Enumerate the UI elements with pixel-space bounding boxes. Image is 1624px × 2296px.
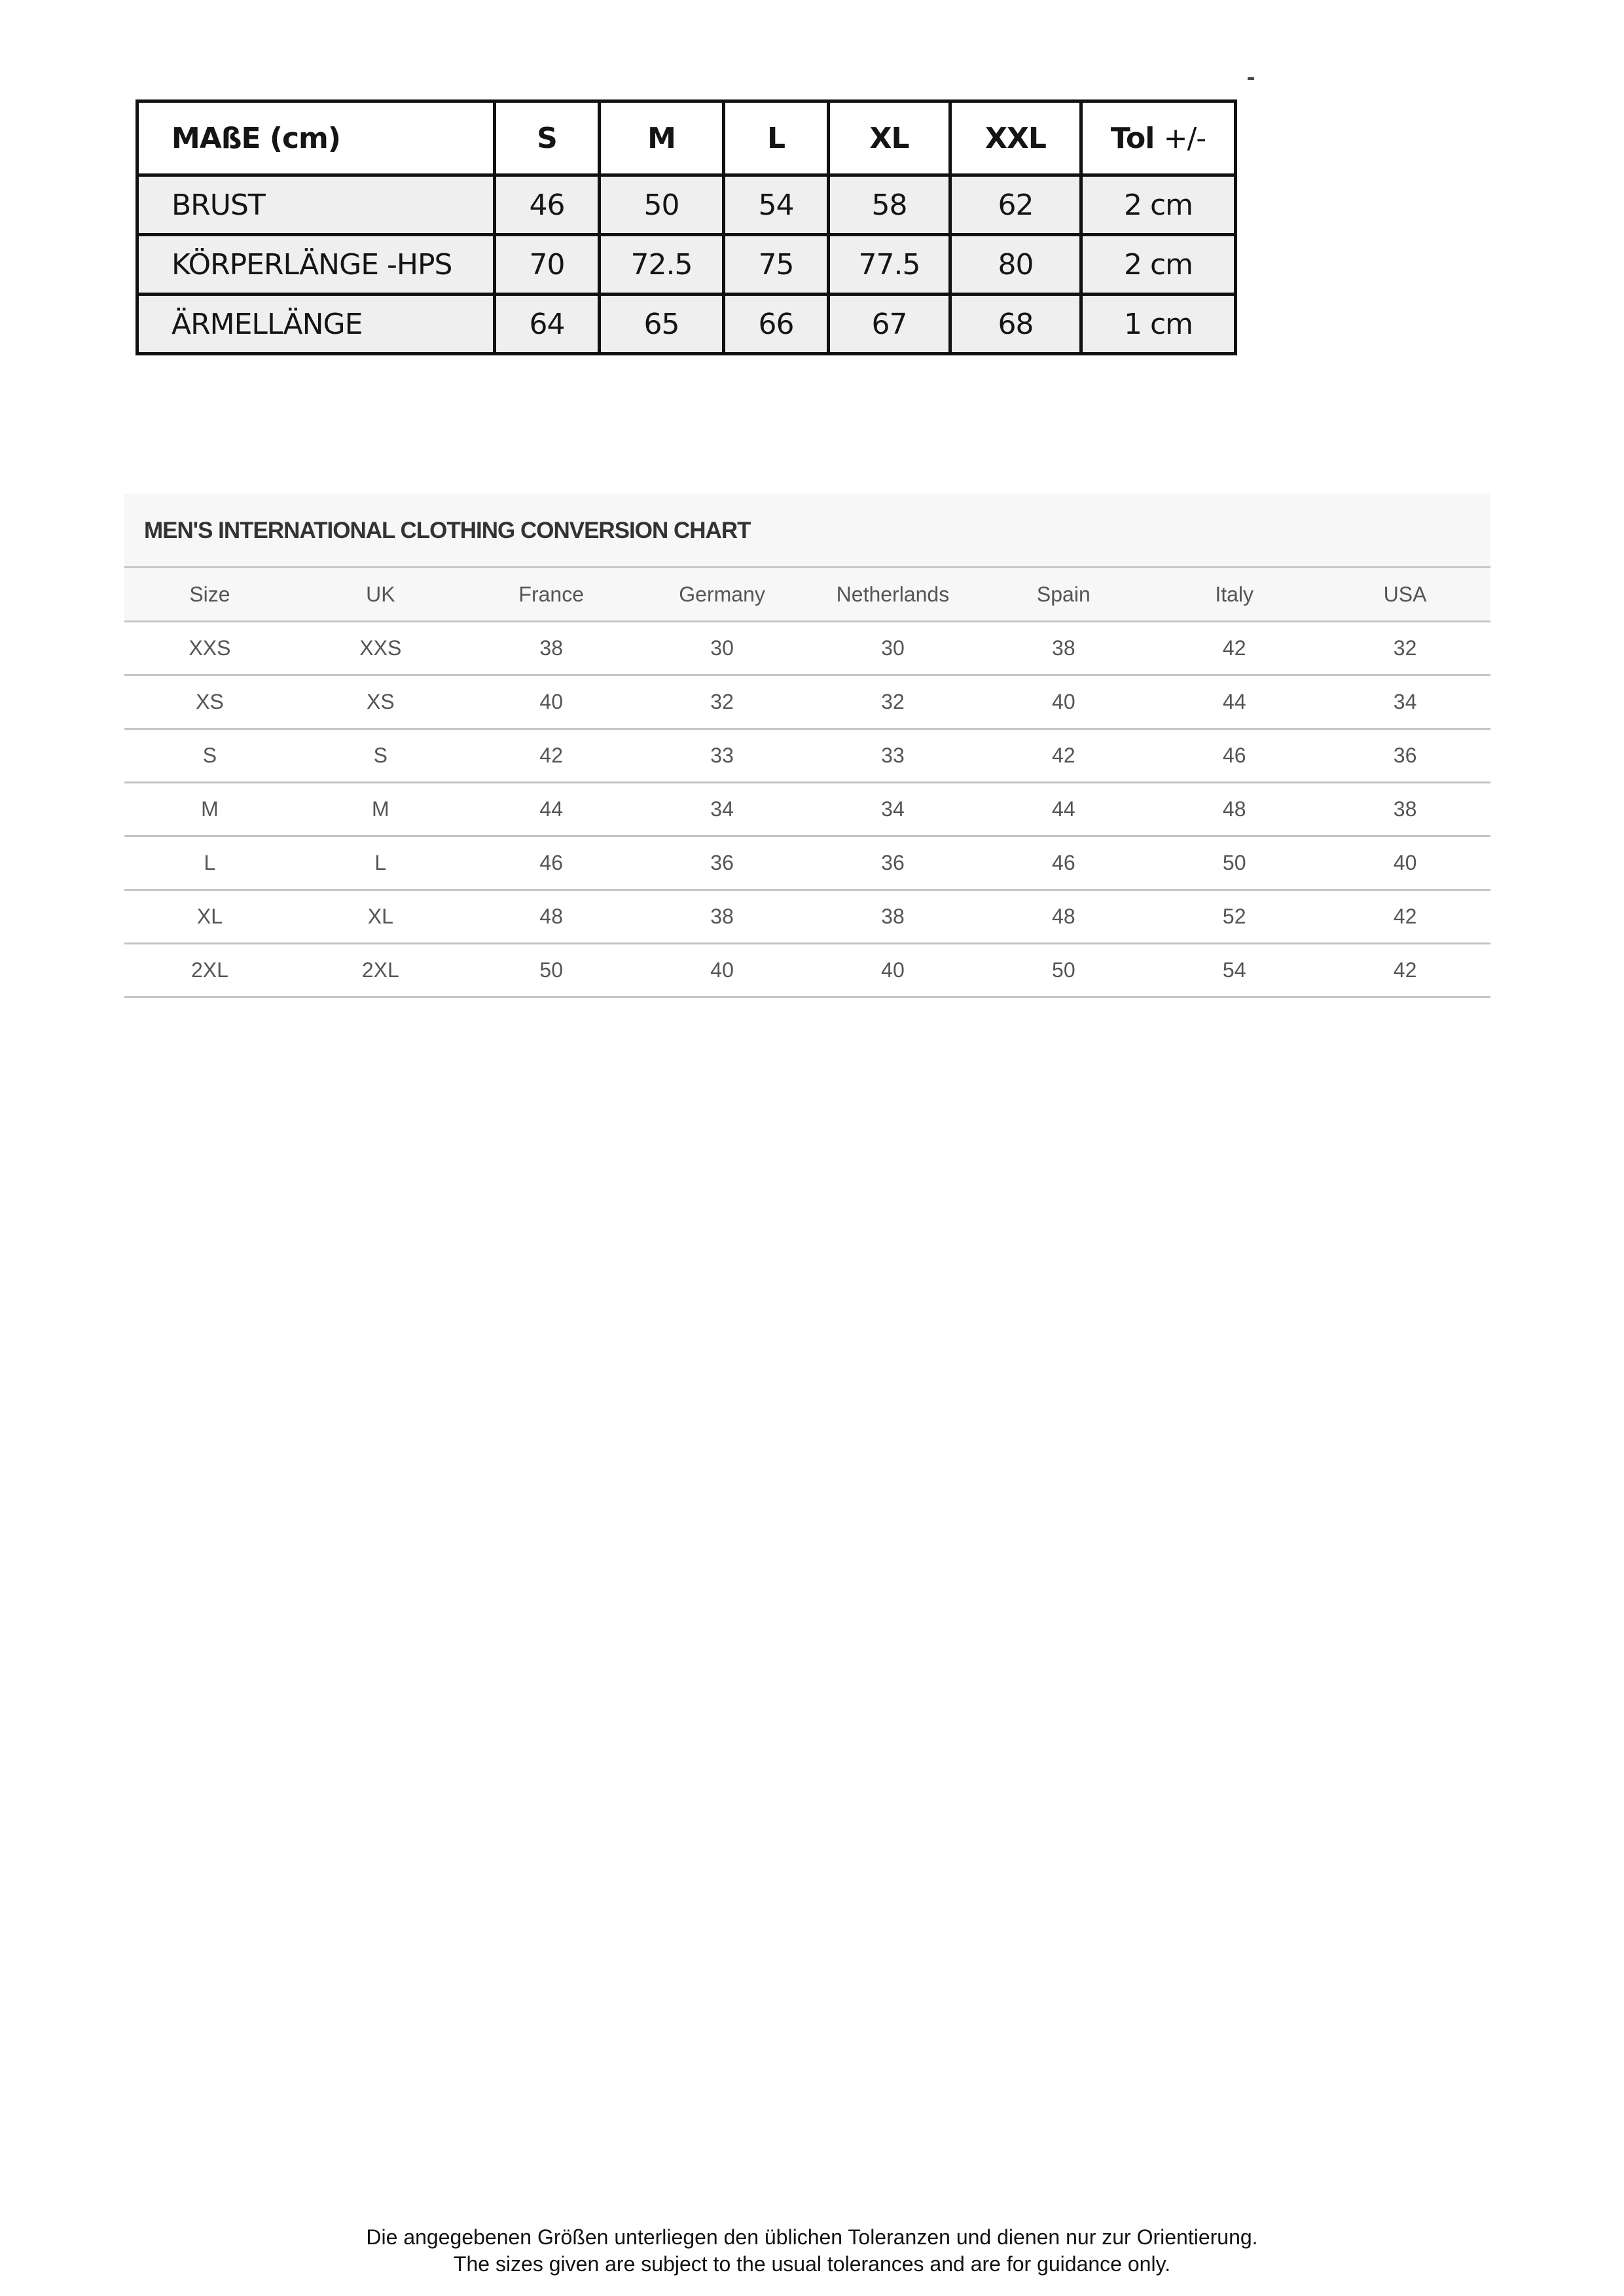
column-header-italy: Italy: [1149, 568, 1320, 622]
table-cell: 42: [1320, 890, 1490, 944]
measurement-cell: 77.5: [829, 235, 950, 295]
table-cell: 54: [1149, 944, 1320, 997]
table-cell: 36: [808, 836, 979, 890]
table-cell: 33: [637, 729, 808, 783]
table-cell: 42: [1320, 944, 1490, 997]
tolerance-header: [1081, 101, 1236, 175]
table-cell: 38: [1320, 783, 1490, 836]
table-row: [124, 890, 1490, 944]
table-cell: 38: [466, 622, 637, 675]
measurement-cell: 70: [495, 235, 600, 295]
table-cell: 52: [1149, 890, 1320, 944]
table-cell: 40: [637, 944, 808, 997]
table-row: [124, 675, 1490, 729]
table-cell: XS: [295, 675, 466, 729]
footer-line-en: The sizes given are subject to the usual tolerances and are for guidance only.: [453, 2252, 1171, 2276]
conversion-header-row: [124, 568, 1490, 622]
conversion-chart-title: MEN'S INTERNATIONAL CLOTHING CONVERSION CHART: [124, 493, 1490, 568]
size-header-l: L: [724, 101, 829, 175]
measurement-cell: 72.5: [600, 235, 724, 295]
measurement-cell: 65: [600, 295, 724, 354]
tolerance-header-unit: +/-: [1163, 121, 1206, 155]
table-cell: XS: [124, 675, 295, 729]
column-header-spain: Spain: [978, 568, 1149, 622]
measurement-cell: 67: [829, 295, 950, 354]
row-label: ÄRMELLÄNGE: [137, 295, 495, 354]
footer-line-de: Die angegebenen Größen unterliegen den üblichen Toleranzen und dienen nur zur Orientierung.: [366, 2225, 1258, 2249]
table-cell: L: [124, 836, 295, 890]
table-cell: 33: [808, 729, 979, 783]
row-label: KÖRPERLÄNGE -HPS: [137, 235, 495, 295]
table-cell: 48: [978, 890, 1149, 944]
tolerance-cell: 2 cm: [1081, 235, 1236, 295]
table-cell: 46: [978, 836, 1149, 890]
table-cell: XL: [295, 890, 466, 944]
size-header-m: M: [600, 101, 724, 175]
table-cell: 42: [466, 729, 637, 783]
table-cell: M: [124, 783, 295, 836]
table-cell: 44: [466, 783, 637, 836]
table-row: [124, 944, 1490, 997]
table-cell: 42: [1149, 622, 1320, 675]
table-cell: 30: [808, 622, 979, 675]
column-header-germany: Germany: [637, 568, 808, 622]
conversion-table: [124, 568, 1490, 998]
table-row: [124, 622, 1490, 675]
table-cell: 34: [808, 783, 979, 836]
table-cell: 46: [1149, 729, 1320, 783]
column-header-usa: USA: [1320, 568, 1490, 622]
measurement-row-brust: [137, 175, 1236, 235]
table-cell: 32: [808, 675, 979, 729]
measurement-row-aermellaenge: [137, 295, 1236, 354]
measurement-cell: 75: [724, 235, 829, 295]
table-cell: 40: [466, 675, 637, 729]
tolerance-cell: 1 cm: [1081, 295, 1236, 354]
column-header-uk: UK: [295, 568, 466, 622]
measurement-cell: 50: [600, 175, 724, 235]
table-cell: 2XL: [124, 944, 295, 997]
tolerance-header-label: Tol: [1110, 121, 1155, 155]
measurement-cell: 64: [495, 295, 600, 354]
table-cell: 36: [1320, 729, 1490, 783]
corner-mark: [1248, 77, 1254, 80]
column-header-netherlands: Netherlands: [808, 568, 979, 622]
measurement-cell: 58: [829, 175, 950, 235]
table-cell: S: [124, 729, 295, 783]
table-cell: 48: [466, 890, 637, 944]
table-cell: 42: [978, 729, 1149, 783]
measurement-header-label: MAßE (cm): [137, 101, 495, 175]
measurement-cell: 54: [724, 175, 829, 235]
table-cell: 32: [1320, 622, 1490, 675]
size-header-xxl: XXL: [950, 101, 1081, 175]
table-cell: 50: [1149, 836, 1320, 890]
table-cell: 40: [978, 675, 1149, 729]
table-cell: 38: [808, 890, 979, 944]
conversion-chart: [124, 493, 1490, 998]
table-row: [124, 836, 1490, 890]
size-header-s: S: [495, 101, 600, 175]
measurement-cell: 80: [950, 235, 1081, 295]
table-cell: 50: [466, 944, 637, 997]
table-cell: 38: [978, 622, 1149, 675]
measurement-cell: 68: [950, 295, 1081, 354]
table-cell: 34: [1320, 675, 1490, 729]
table-cell: 30: [637, 622, 808, 675]
table-cell: 34: [637, 783, 808, 836]
table-cell: 40: [808, 944, 979, 997]
table-cell: 46: [466, 836, 637, 890]
table-cell: 2XL: [295, 944, 466, 997]
size-header-xl: XL: [829, 101, 950, 175]
table-cell: 38: [637, 890, 808, 944]
measurement-header-row: [137, 101, 1236, 175]
footer-note: [0, 2224, 1624, 2278]
measurement-table: [135, 99, 1237, 355]
table-cell: 44: [978, 783, 1149, 836]
measurement-row-koerperlaenge: [137, 235, 1236, 295]
table-row: [124, 783, 1490, 836]
table-cell: XXS: [124, 622, 295, 675]
row-label: BRUST: [137, 175, 495, 235]
table-cell: S: [295, 729, 466, 783]
table-row: [124, 729, 1490, 783]
table-cell: 50: [978, 944, 1149, 997]
tolerance-cell: 2 cm: [1081, 175, 1236, 235]
measurement-cell: 62: [950, 175, 1081, 235]
table-cell: M: [295, 783, 466, 836]
table-cell: 32: [637, 675, 808, 729]
column-header-france: France: [466, 568, 637, 622]
measurement-cell: 46: [495, 175, 600, 235]
table-cell: 36: [637, 836, 808, 890]
table-cell: XXS: [295, 622, 466, 675]
column-header-size: Size: [124, 568, 295, 622]
table-cell: L: [295, 836, 466, 890]
table-cell: XL: [124, 890, 295, 944]
table-cell: 48: [1149, 783, 1320, 836]
measurement-cell: 66: [724, 295, 829, 354]
table-cell: 40: [1320, 836, 1490, 890]
table-cell: 44: [1149, 675, 1320, 729]
